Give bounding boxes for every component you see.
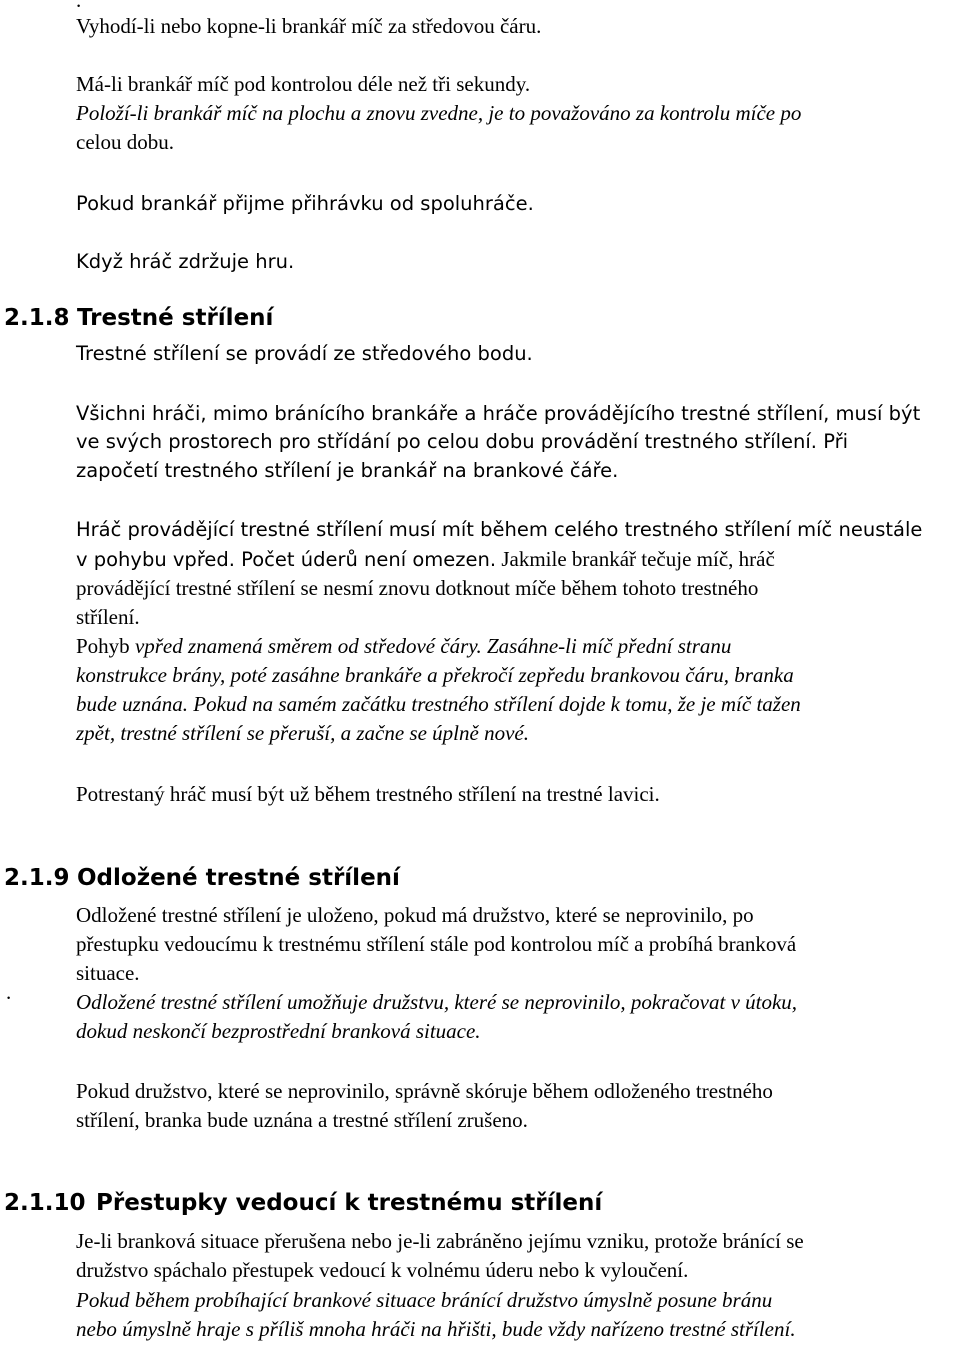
- text-run: Jakmile brankář tečuje míč, hráč: [496, 547, 775, 571]
- rule-line: Vyhodí-li nebo kopne-li brankář míč za středovou čáru.: [76, 14, 542, 38]
- text-run: Pohyb: [76, 634, 130, 658]
- rule-line: Když hráč zdržuje hru.: [76, 250, 295, 273]
- rule-line: Pokud brankář přijme přihrávku od spoluhráče.: [76, 192, 534, 215]
- section-number: 2.1.8: [4, 305, 70, 331]
- text-run: vpřed znamená směrem od středové čáry. Zasáhne-li míč přední stranu: [129, 634, 732, 658]
- paragraph-line: střílení.: [76, 605, 140, 629]
- paragraph-line: Hráč provádějící trestné střílení musí mít během celého trestného střílení míč neustále: [76, 518, 923, 541]
- paragraph-line: střílení, branka bude uznána a trestné střílení zrušeno.: [76, 1108, 528, 1132]
- paragraph-line: zpět, trestné střílení se přeruší, a začne se úplně nové.: [76, 721, 529, 745]
- paragraph-line: Trestné střílení se provádí ze středového bodu.: [76, 342, 533, 365]
- text-run: Počet úderů není omezen.: [234, 548, 497, 571]
- paragraph-line: Pokud během probíhající brankové situace bránící družstvo úmyslně posune bránu: [76, 1288, 773, 1312]
- stray-dot: .: [6, 980, 12, 1004]
- paragraph-line: situace.: [76, 961, 140, 985]
- paragraph-line: dokud neskončí bezprostřední branková situace.: [76, 1019, 481, 1043]
- stray-dot: .: [76, 0, 82, 12]
- section-title: Odložené trestné střílení: [77, 865, 400, 891]
- paragraph-line: Je-li branková situace přerušena nebo je-li zabráněno jejímu vzniku, protože bránící se: [76, 1229, 804, 1253]
- section-heading-2-1-8: [4, 303, 274, 333]
- paragraph-line: družstvo spáchalo přestupek vedoucí k volnému úderu nebo k vyloučení.: [76, 1258, 689, 1282]
- paragraph-line: Všichni hráči, mimo bránícího brankáře a hráče provádějícího trestné střílení, musí být: [76, 402, 921, 425]
- paragraph-line: přestupku vedoucímu k trestnému střílení stále pod kontrolou míč a probíhá branková: [76, 932, 797, 956]
- paragraph-line: nebo úmyslně hraje s příliš mnoha hráči na hřišti, bude vždy nařízeno trestné střílení.: [76, 1317, 796, 1341]
- section-heading-2-1-9: [4, 863, 400, 893]
- text-run: v pohybu vpřed.: [76, 548, 235, 571]
- paragraph-line: [76, 545, 775, 574]
- section-title: Trestné střílení: [77, 305, 274, 331]
- section-number: 2.1.10: [4, 1190, 86, 1216]
- paragraph-line: bude uznána. Pokud na samém začátku trestného střílení dojde k tomu, že je míč tažen: [76, 692, 801, 716]
- paragraph-line: [76, 632, 731, 660]
- paragraph-line: ve svých prostorech pro střídání po celou dobu provádění trestného střílení. Při: [76, 430, 849, 453]
- paragraph-line: Potrestaný hráč musí být už během trestného střílení na trestné lavici.: [76, 782, 660, 806]
- rule-line: celou dobu.: [76, 130, 174, 154]
- paragraph-line: započetí trestného střílení je brankář na brankové čáře.: [76, 459, 619, 482]
- section-number: 2.1.9: [4, 865, 70, 891]
- rule-line: Má-li brankář míč pod kontrolou déle než tři sekundy.: [76, 72, 531, 96]
- section-heading-2-1-10: [4, 1188, 603, 1218]
- section-title: Přestupky vedoucí k trestnému střílení: [96, 1190, 603, 1216]
- rule-line: Položí-li brankář míč na plochu a znovu zvedne, je to považováno za kontrolu míče po: [76, 101, 802, 125]
- paragraph-line: konstrukce brány, poté zasáhne brankáře a překročí zepředu brankovou čáru, branka: [76, 663, 794, 687]
- paragraph-line: Odložené trestné střílení umožňuje družstvu, které se neprovinilo, pokračovat v útoku,: [76, 990, 798, 1014]
- paragraph-line: Pokud družstvo, které se neprovinilo, správně skóruje během odloženého trestného: [76, 1079, 773, 1103]
- paragraph-line: provádějící trestné střílení se nesmí znovu dotknout míče během tohoto trestného: [76, 576, 759, 600]
- paragraph-line: Odložené trestné střílení je uloženo, pokud má družstvo, které se neprovinilo, po: [76, 903, 754, 927]
